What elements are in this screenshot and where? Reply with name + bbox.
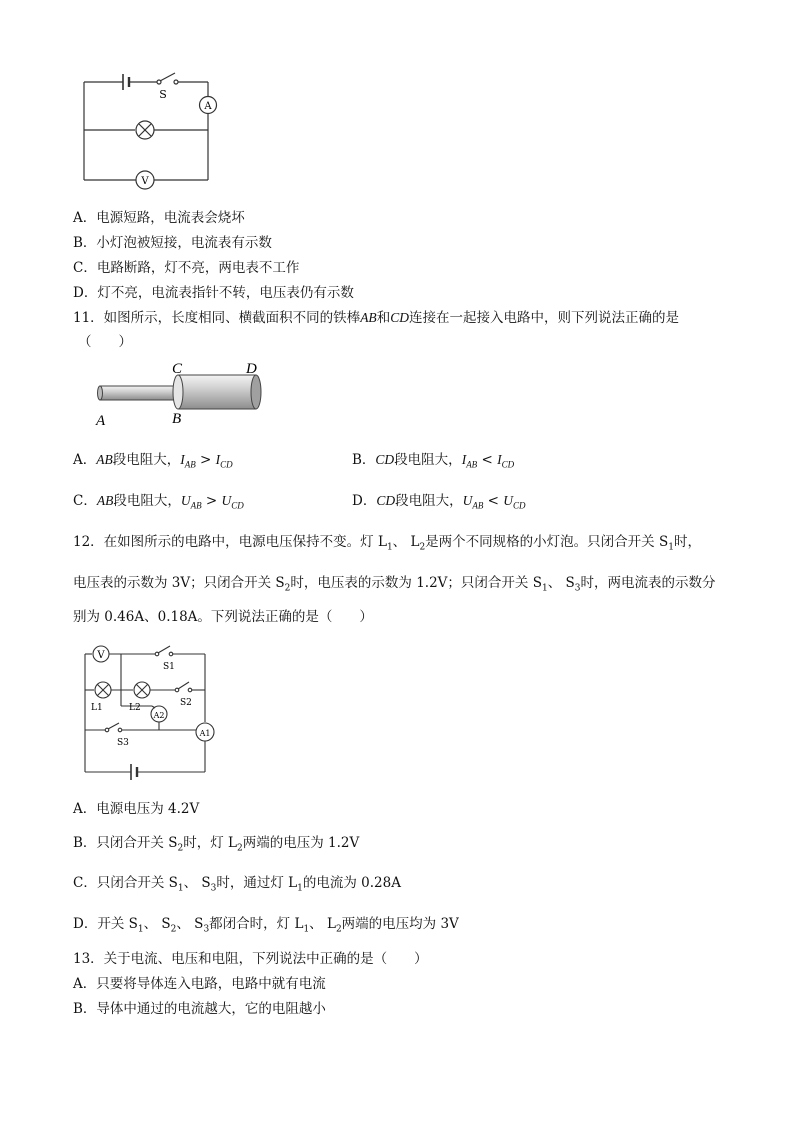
q11-option-b: B．CD段电阻大，$I_{AB} < I_{CD}$	[352, 452, 515, 470]
rod-label-c: C	[172, 361, 183, 377]
switch-s2-label: S2	[180, 698, 192, 708]
switch-s3-label: S3	[117, 738, 129, 748]
q11-answer-paren: （ ）	[78, 334, 132, 350]
rod-label-b: B	[172, 411, 182, 427]
q10-option-a: A．电源短路，电流表会烧坏	[73, 210, 245, 226]
q11-option-d: D．CD段电阻大，$U_{AB} < U_{CD}$	[352, 493, 526, 511]
q12-stem-line-3: 别为 0.46A、0.18A。下列说法正确的是（ ）	[73, 609, 373, 625]
q12-stem-line-1: 12．在如图所示的电路中，电源电压保持不变。灯 $L_1$、 $L_2$是两个不同规格的小灯泡。只闭合开关 $S_1$时，	[73, 534, 701, 553]
q13-option-a: A．只要将导体连入电路，电路中就有电流	[73, 976, 326, 992]
rod-label-d: D	[246, 361, 257, 377]
ammeter-a2-label: A2	[153, 711, 165, 720]
voltmeter-label: V	[97, 650, 105, 661]
q10-option-d: D．灯不亮，电流表指针不转，电压表仍有示数	[73, 285, 354, 301]
q12-stem-line-2: 电压表的示数为 3V；只闭合开关 $S_2$时，电压表的示数为 1.2V；只闭合开关 $S_1$、 $S_3$时，两电流表的示数分	[73, 575, 716, 594]
lamp-l1-label: L1	[91, 703, 103, 713]
q13-stem: 13．关于电流、电压和电阻，下列说法中正确的是（ ）	[73, 951, 428, 967]
q11-stem: 11．如图所示，长度相同、横截面积不同的铁棒AB和CD连接在一起接入电路中，则下列说法正确的是	[73, 310, 679, 326]
q12-option-a: A．电源电压为 4.2V	[73, 801, 200, 817]
q10-circuit-diagram	[75, 65, 225, 190]
q13-option-b: B．导体中通过的电流越大，它的电阻越小	[73, 1001, 326, 1017]
q12-option-d: D．开关 $S_1$、 $S_2$、 $S_3$都闭合时，灯 $L_1$、 $L_2$两端的电压均为 3V	[73, 916, 459, 935]
lamp-l2-label: L2	[129, 703, 141, 713]
voltmeter-label: V	[141, 176, 149, 187]
q10-option-b: B．小灯泡被短接，电流表有示数	[73, 235, 272, 251]
q11-iron-rods-diagram	[90, 358, 280, 430]
q12-option-b: B．只闭合开关 $S_2$时，灯 $L_2$两端的电压为 1.2V	[73, 835, 360, 854]
q11-option-a: A．AB段电阻大，$I_{AB} > I_{CD}$	[73, 452, 233, 470]
rod-label-a: A	[96, 413, 106, 429]
switch-s1-label: S1	[163, 662, 175, 672]
ammeter-label: A	[204, 101, 212, 112]
q12-circuit-diagram	[77, 642, 217, 782]
q12-option-c: C．只闭合开关 $S_1$、 $S_3$时，通过灯 $L_1$的电流为 0.28A	[73, 875, 401, 894]
q11-option-c: C．AB段电阻大，$U_{AB} > U_{CD}$	[73, 493, 244, 511]
ammeter-a1-label: A1	[199, 729, 211, 738]
q10-option-c: C．电路断路，灯不亮，两电表不工作	[73, 260, 300, 276]
switch-label: S	[159, 88, 167, 101]
